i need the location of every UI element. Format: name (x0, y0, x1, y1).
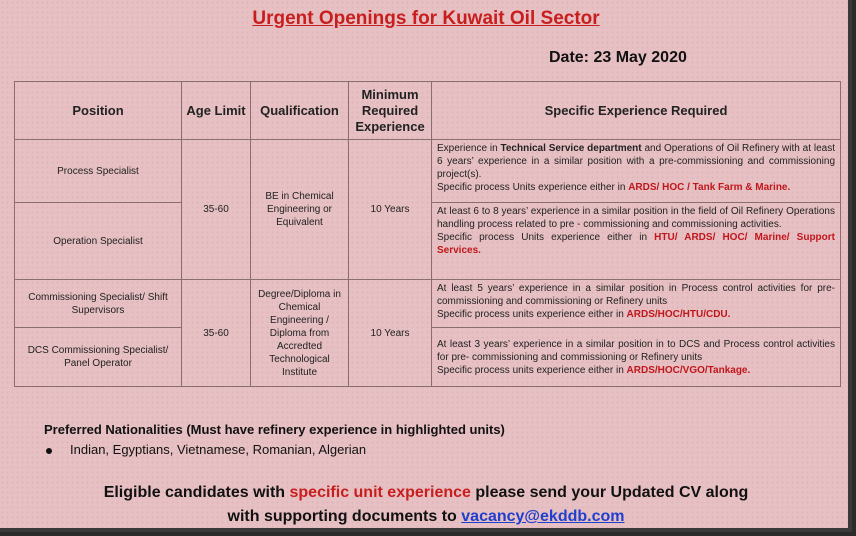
email-link[interactable]: vacancy@ekddb.com (461, 508, 625, 525)
cta-highlight: specific unit experience (289, 484, 471, 501)
cta-text: Eligible candidates with (103, 484, 290, 501)
experience-department: Technical Service department (500, 143, 642, 154)
units-highlight: ARDS/ HOC / Tank Farm & Marine. (628, 182, 791, 193)
preferred-nationalities-heading: Preferred Nationalities (Must have refinery experience in highlighted units) (44, 422, 505, 437)
position-cell: Operation Specialist (15, 203, 182, 280)
experience-text: Experience in (437, 143, 501, 154)
nationalities-text: Indian, Egyptians, Vietnamese, Romanian, Algerian (70, 442, 367, 457)
table-header-row (15, 82, 841, 140)
nationalities-list-item (46, 442, 366, 457)
experience-cell (432, 328, 841, 387)
experience-text: At least 3 years’ experience in a similar position in to DCS and Process control activities for pre- commissioning and commissioning or Refinery units (437, 338, 835, 363)
header-minimum-experience: Minimum Required Experience (349, 82, 432, 140)
qualification-cell: Degree/Diploma in Chemical Engineering / Diploma from Accredted Technological Institute (251, 280, 349, 387)
bullet-icon (46, 448, 52, 454)
min-experience-cell: 10 Years (349, 140, 432, 280)
table-row (15, 140, 841, 203)
age-cell: 35-60 (182, 140, 251, 280)
table-row (15, 280, 841, 328)
call-to-action-line1 (0, 484, 852, 502)
experience-cell (432, 140, 841, 203)
units-text: Specific process units experience either in (437, 309, 627, 320)
units-highlight: HTU/ ARDS/ HOC/ Marine/ Support Services. (437, 232, 835, 256)
units-highlight: ARDS/HOC/VGO/Tankage. (626, 364, 751, 376)
posting-date: Date: 23 May 2020 (549, 49, 687, 66)
units-highlight: ARDS/HOC/HTU/CDU. (626, 309, 731, 320)
header-position: Position (15, 82, 182, 140)
header-age-limit: Age Limit (182, 82, 251, 140)
position-cell: Commissioning Specialist/ Shift Supervisors (15, 280, 182, 328)
experience-text: At least 6 to 8 years’ experience in a similar position in the field of Oil Refinery Operations handling process related to pre - commissioning and commissioning activities. (437, 206, 835, 230)
units-text: Specific process Units experience either in (437, 182, 629, 193)
experience-cell (432, 280, 841, 328)
age-cell: 35-60 (182, 280, 251, 387)
position-cell: Process Specialist (15, 140, 182, 203)
experience-text: At least 5 years’ experience in a similar position in Process control activities for pre- commissioning and commissioning or Refinery units (437, 283, 835, 307)
openings-table (14, 81, 841, 387)
cta-text: please send your Updated CV along (470, 484, 749, 501)
experience-cell (432, 203, 841, 280)
poster-title: Urgent Openings for Kuwait Oil Sector (252, 8, 600, 29)
header-specific-experience: Specific Experience Required (432, 82, 841, 140)
header-qualification: Qualification (251, 82, 349, 140)
units-text: Specific process units experience either in (437, 364, 627, 376)
qualification-cell: BE in Chemical Engineering or Equivalent (251, 140, 349, 280)
units-text: Specific process Units experience either in (437, 232, 655, 243)
experience-text: and Operations of Oil Refinery with at least 6 years’ experience in a similar position with a pre-commissioning and commissioning project(s). (437, 143, 835, 180)
cta-text: with supporting documents to (227, 508, 462, 525)
call-to-action-line2 (0, 508, 852, 526)
min-experience-cell: 10 Years (349, 280, 432, 387)
position-cell: DCS Commissioning Specialist/ Panel Operator (15, 328, 182, 387)
